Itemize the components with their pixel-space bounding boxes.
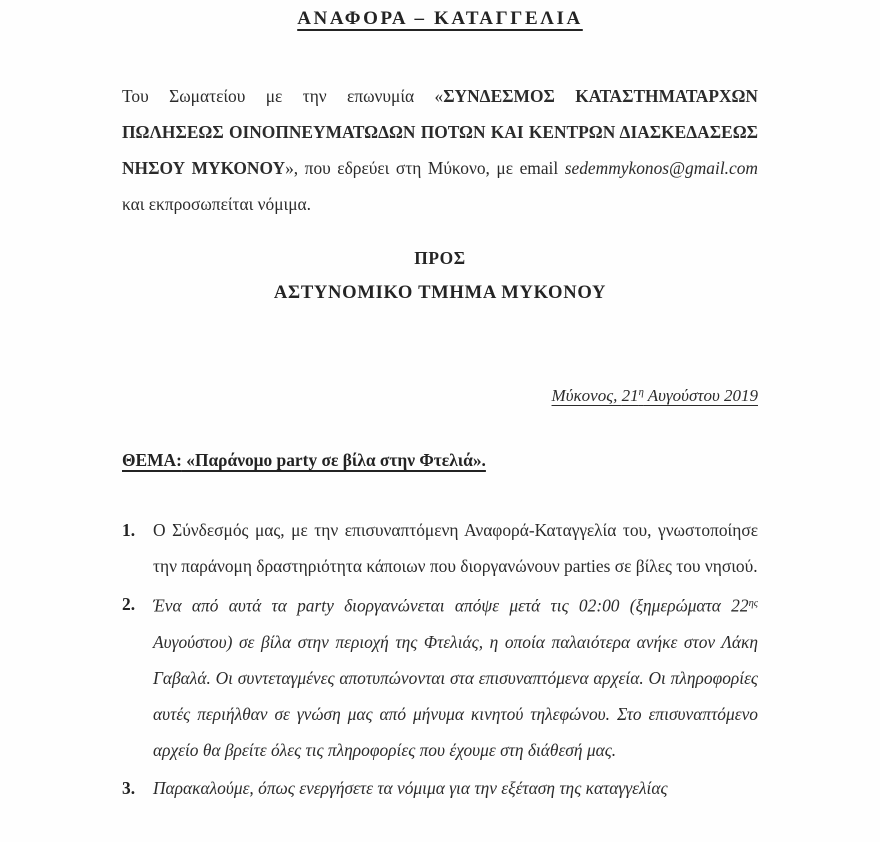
intro-tail: και εκπροσωπείται νόμιμα. [122,194,312,214]
ordinal-superscript: ης [748,598,758,609]
recipient-label: ΠΡΟΣ [414,248,466,268]
subject-underlined [122,450,486,470]
date-line [122,386,758,406]
list-item-text: Ο Σύνδεσμός μας, με την επισυναπτόμενη Αναφορά-Καταγγελία του, γνωστοποίησε την παράνομη δραστηριότητα κάποιων που διοργανώνουν parties σε βίλες του νησιού. [153,520,758,576]
page-title-text: ΑΝΑΦΟΡΑ – ΚΑΤΑΓΓΕΛΙΑ [297,8,583,29]
list-item-text-after-superscript: Αυγούστου) σε βίλα στην περιοχή της Φτελιάς, η οποία παλαιότερα ανήκε στον Λάκη Γαβαλά. Οι συντεταγμένες αποτυπώνονται στα επισυναπτόμενα αρχεία. Οι πληροφορίες αυτές περιήλθαν σε γνώση μας από μήνυμα κινητού τηλεφώνου. Στο επισυναπτόμενο αρχείο θα βρείτε όλες τις πληροφορίες που έχουμε στη διάθεσή μας. [153,631,758,760]
list-item-text: Παρακαλούμε, όπως ενεργήσετε τα νόμιμα για την εξέταση της καταγγελίας [153,777,668,798]
subject-text: «Παράνομο party σε βίλα στην Φτελιά». [181,450,486,470]
intro-paragraph [122,78,758,222]
list-item-text-before-superscript: Ένα από αυτά τα party διοργανώνεται απόψε μετά τις 02:00 (ξημερώματα 22 [153,595,749,616]
date-month-year: Αυγούστου 2019 [643,386,758,405]
intro-after-organization: », που εδρεύει στη Μύκονο, με email [285,158,565,178]
list-item-number: 3. [122,777,136,798]
date-place: Μύκονος, [551,386,622,405]
recipient-name: ΑΣΤΥΝΟΜΙΚΟ ΤΜΗΜΑ ΜΥΚΟΝΟΥ [273,282,607,303]
numbered-list [122,512,758,808]
list-item [122,512,758,584]
date-day: 21 [621,386,639,405]
list-item [122,586,758,768]
list-item-text [153,586,758,768]
date-line-underlined [552,386,758,405]
date-day-suffix: η [638,387,644,399]
intro-lead: Του Σωματείου με την επωνυμία « [122,86,444,106]
subject-line [122,450,758,471]
list-item-number: 2. [122,594,136,614]
list-item-number: 1. [122,520,136,540]
page-title [0,8,880,30]
organization-name: ΣΥΝΔΕΣΜΟΣ ΚΑΤΑΣΤΗΜΑΤΑΡΧΩΝ ΠΩΛΗΣΕΩΣ ΟΙΝΟΠΝΕΥΜΑΤΩΔΩΝ ΠΟΤΩΝ ΚΑΙ ΚΕΝΤΡΩΝ ΔΙΑΣΚΕΔΑΣΕΩΣ ΝΗΣΟΥ ΜΥΚΟΝΟΥ [122,86,758,178]
list-item [122,770,758,806]
contact-email: sedemmykonos@gmail.com [564,158,758,178]
subject-label: ΘΕΜΑ: [122,450,182,470]
